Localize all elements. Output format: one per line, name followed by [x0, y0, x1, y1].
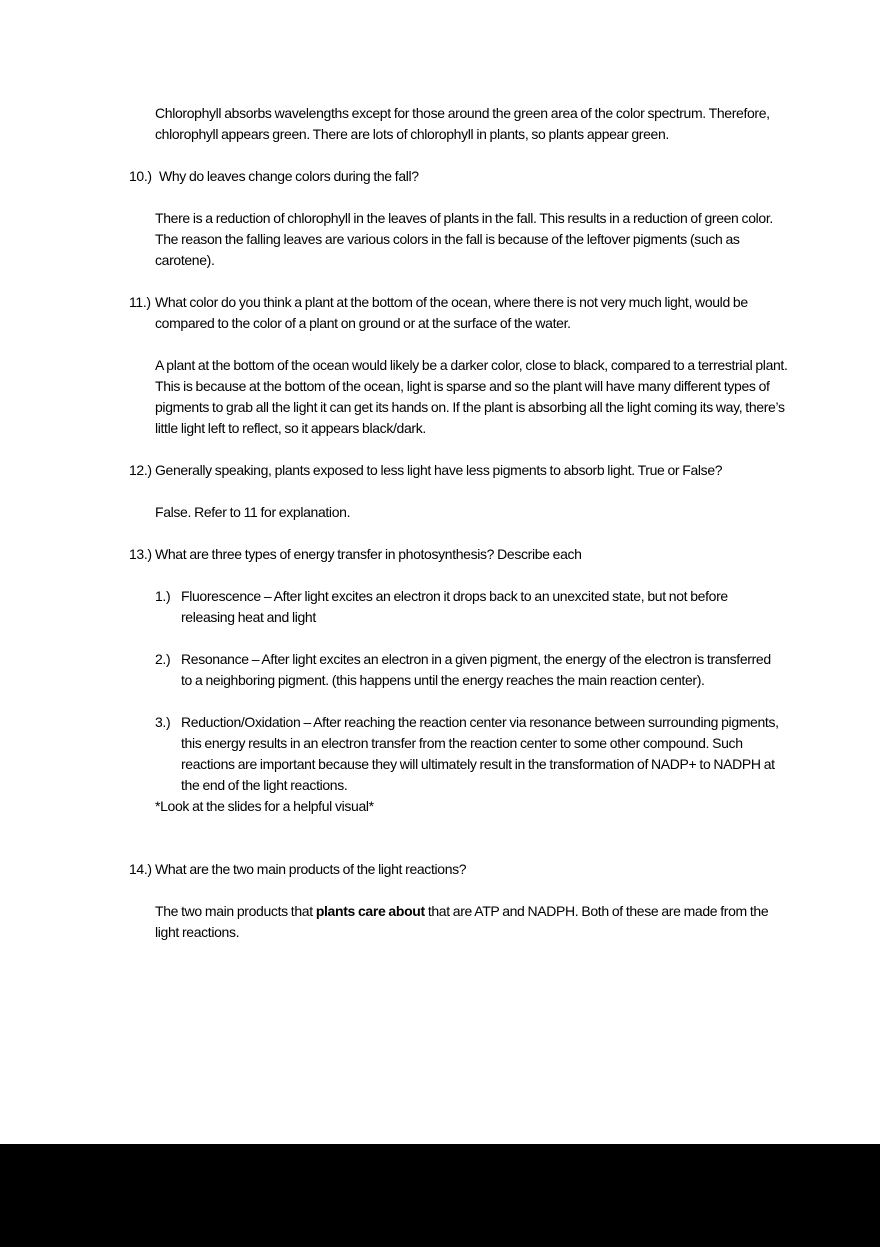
document-content — [129, 103, 789, 943]
question-number: 11.) — [129, 294, 151, 310]
list-item-number: 3.) — [155, 714, 171, 730]
answer-12-text: False. Refer to 11 for explanation. — [155, 504, 351, 520]
question-14 — [129, 859, 789, 880]
answer-14-text — [129, 901, 789, 943]
list-item-text: Reduction/Oxidation – After reaching the reaction center via resonance between surrounding pigments, this energy results in an electron transfer from the reaction center to some other compound. Such reactions are important because they will ultimately result in the transformation of NADP+ to NADPH at the end of the light reactions. — [181, 714, 779, 793]
question-number: 12.) — [129, 462, 152, 478]
list-item — [129, 649, 789, 691]
list-item-text: Fluorescence – After light excites an electron it drops back to an unexcited state, but not before releasing heat and light — [181, 588, 728, 625]
answer-prefix: The two main products that — [155, 903, 316, 919]
answer-emphasis: plants care about — [315, 903, 425, 919]
question-number: 10.) — [129, 168, 152, 184]
question-text: Generally speaking, plants exposed to less light have less pigments to absorb light. True or False? — [155, 462, 723, 478]
question-text: Why do leaves change colors during the fall? — [159, 168, 419, 184]
list-item-number: 1.) — [155, 588, 171, 604]
list-item-number: 2.) — [155, 651, 171, 667]
list-item-text: Resonance – After light excites an electron in a given pigment, the energy of the electron is transferred to a neighboring pigment. (this happens until the energy reaches the main reaction center). — [181, 651, 771, 688]
answer-9-text: Chlorophyll absorbs wavelengths except for those around the green area of the color spectrum. Therefore, chlorophyll appears green. There are lots of chlorophyll in plants, so plants appear green. — [155, 105, 770, 142]
list-item — [129, 712, 789, 796]
question-text: What are the two main products of the light reactions? — [155, 861, 467, 877]
question-number: 14.) — [129, 861, 152, 877]
answer-10-text: There is a reduction of chlorophyll in the leaves of plants in the fall. This results in a reduction of green color. The reason the falling leaves are various colors in the fall is because of the leftover pigments (such as carotene). — [155, 210, 773, 268]
question-text: What are three types of energy transfer in photosynthesis? Describe each — [155, 546, 582, 562]
helpful-visual-note: *Look at the slides for a helpful visual* — [155, 798, 374, 814]
answer-suffix: that are ATP and NADPH. Both of these are made from the light reactions. — [155, 903, 769, 940]
question-text: What color do you think a plant at the bottom of the ocean, where there is not very much light, would be compared to the color of a plant on ground or at the surface of the water. — [155, 294, 748, 331]
question-number: 13.) — [129, 546, 152, 562]
below-page-area — [0, 1144, 880, 1247]
question-13 — [129, 544, 789, 565]
question-11 — [129, 292, 789, 334]
question-12 — [129, 460, 789, 481]
list-item — [129, 586, 789, 628]
question-10 — [129, 166, 789, 187]
answer-11-text: A plant at the bottom of the ocean would likely be a darker color, close to black, compared to a terrestrial plant. This is because at the bottom of the ocean, light is sparse and so the plant will have many different types of pigments to grab all the light it can get its hands on. If the plant is absorbing all the light coming its way, there’s little light left to reflect, so it appears black/dark. — [155, 357, 788, 436]
